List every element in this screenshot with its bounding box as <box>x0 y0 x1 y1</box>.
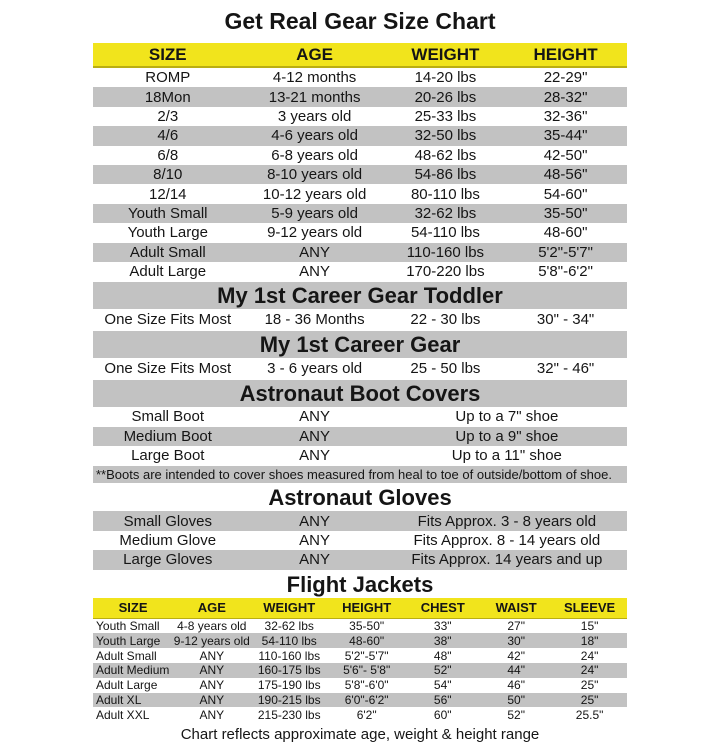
table-cell: 4-12 months <box>272 69 357 87</box>
table-cell: 18 - 36 Months <box>264 311 365 329</box>
table-cell: ANY <box>199 707 225 722</box>
boots-note: **Boots are intended to cover shoes measured from heal to toe of outside/bottom of shoe. <box>93 466 627 483</box>
table-row <box>93 223 627 242</box>
table-cell: 22 - 30 lbs <box>410 311 481 329</box>
toddler-size-table <box>93 309 627 330</box>
page-title: Get Real Gear Size Chart <box>224 8 496 34</box>
table-cell: Adult XL <box>96 693 142 708</box>
table-row <box>93 648 627 663</box>
column-header: HEIGHT <box>504 43 627 67</box>
table-cell: 25" <box>580 693 599 708</box>
table-cell: 5'8"-6'0" <box>344 678 389 693</box>
table-cell: 30" <box>507 633 525 648</box>
table-cell: ANY <box>299 551 331 569</box>
table-cell: 32" - 46" <box>536 360 595 378</box>
table-cell: 48-62 lbs <box>414 146 477 164</box>
table-cell: 9-12 years old <box>173 633 250 648</box>
table-cell: Adult Large <box>96 678 158 693</box>
table-cell: 2/3 <box>157 107 179 125</box>
table-cell: 24" <box>580 663 599 678</box>
table-cell: 14-20 lbs <box>414 69 477 87</box>
table-row <box>93 358 627 379</box>
table-cell: Large Boot <box>131 447 205 465</box>
table-row <box>93 427 627 446</box>
table-cell: 5'2"-5'7" <box>344 648 389 663</box>
table-cell: Up to a 11" shoe <box>451 447 562 465</box>
table-row <box>93 511 627 530</box>
career-size-table-body <box>93 358 627 379</box>
table-cell: Small Boot <box>131 408 205 426</box>
table-cell: ROMP <box>145 69 191 87</box>
table-cell: 56" <box>433 693 452 708</box>
table-cell: 48" <box>433 648 452 663</box>
table-cell: 25.5" <box>575 707 604 722</box>
table-cell: Adult Large <box>129 263 207 281</box>
column-header: SIZE <box>93 598 173 619</box>
table-cell: 110-160 lbs <box>406 243 485 261</box>
table-row <box>93 633 627 648</box>
table-cell: Medium Boot <box>123 427 212 445</box>
table-cell: 54-110 lbs <box>410 224 480 242</box>
table-row <box>93 309 627 330</box>
table-cell: Fits Approx. 14 years and up <box>411 551 603 569</box>
footer-note: Chart reflects approximate age, weight & height range <box>180 726 540 743</box>
table-cell: ANY <box>199 663 225 678</box>
table-cell: ANY <box>199 648 225 663</box>
table-cell: 46" <box>507 678 525 693</box>
table-cell: 50" <box>507 693 525 708</box>
table-cell: Youth Small <box>96 619 160 634</box>
table-cell: 170-220 lbs <box>406 263 485 281</box>
table-cell: ANY <box>299 427 331 445</box>
table-cell: 32-62 lbs <box>414 204 477 222</box>
table-cell: 48-56" <box>543 166 588 184</box>
table-cell: Fits Approx. 3 - 8 years old <box>417 512 597 530</box>
table-row <box>93 446 627 465</box>
table-cell: 24" <box>580 648 599 663</box>
table-cell: Medium Glove <box>119 532 217 550</box>
table-cell: Youth Large <box>127 224 208 242</box>
section-heading-gloves: Astronaut Gloves <box>268 485 452 511</box>
table-cell: Adult Small <box>129 243 206 261</box>
section-heading-career: My 1st Career Gear <box>93 331 627 358</box>
table-cell: Fits Approx. 8 - 14 years old <box>413 532 601 550</box>
table-cell: 25" <box>580 678 599 693</box>
table-cell: Youth Small <box>128 204 208 222</box>
column-header: WEIGHT <box>387 43 504 67</box>
general-size-table <box>93 43 627 281</box>
table-row <box>93 87 627 106</box>
table-cell: 32-36" <box>543 107 588 125</box>
section-heading-toddler: My 1st Career Gear Toddler <box>93 282 627 309</box>
table-cell: 54" <box>433 678 452 693</box>
table-cell: 25-33 lbs <box>414 107 477 125</box>
size-chart-page <box>93 0 627 743</box>
table-cell: 215-230 lbs <box>257 707 321 722</box>
table-cell: ANY <box>299 243 331 261</box>
table-row <box>93 407 627 426</box>
gloves-table <box>93 511 627 569</box>
career-size-table <box>93 358 627 379</box>
table-row <box>93 663 627 678</box>
gloves-table-body <box>93 511 627 569</box>
table-row <box>93 693 627 708</box>
table-cell: 25 - 50 lbs <box>410 360 481 378</box>
table-row <box>93 184 627 203</box>
table-row <box>93 107 627 126</box>
table-cell: 4/6 <box>157 127 179 145</box>
table-cell: Youth Large <box>96 633 161 648</box>
table-cell: Adult Small <box>96 648 157 663</box>
table-cell: 48-60" <box>543 224 588 242</box>
table-cell: 15" <box>580 619 599 634</box>
table-cell: Large Gloves <box>123 551 213 569</box>
table-cell: 4-6 years old <box>271 127 358 145</box>
table-cell: 5-9 years old <box>271 204 358 222</box>
table-cell: 160-175 lbs <box>257 663 321 678</box>
general-size-header-row <box>93 43 627 67</box>
table-cell: 42" <box>507 648 525 663</box>
table-cell: Up to a 7" shoe <box>455 408 559 426</box>
table-cell: 6-8 years old <box>271 146 358 164</box>
table-cell: ANY <box>199 693 225 708</box>
table-cell: 54-86 lbs <box>414 166 477 184</box>
table-cell: 35-50" <box>349 619 385 634</box>
table-cell: ANY <box>299 408 331 426</box>
table-cell: 44" <box>507 663 525 678</box>
table-cell: 5'6"- 5'8" <box>343 663 391 678</box>
table-cell: 35-44" <box>543 127 588 145</box>
table-cell: 18Mon <box>144 88 191 106</box>
boot-covers-table-body <box>93 407 627 465</box>
table-cell: 52" <box>433 663 452 678</box>
column-header: HEIGHT <box>328 598 405 619</box>
table-cell: 42-50" <box>543 146 588 164</box>
table-row <box>93 146 627 165</box>
table-cell: 35-50" <box>543 204 588 222</box>
table-cell: ANY <box>299 263 331 281</box>
table-cell: 38" <box>433 633 452 648</box>
table-cell: 22-29" <box>543 69 588 87</box>
table-cell: 30" - 34" <box>536 311 595 329</box>
flight-jackets-header-row <box>93 598 627 619</box>
table-cell: ANY <box>299 447 331 465</box>
table-cell: 190-215 lbs <box>257 693 321 708</box>
table-cell: 28-32" <box>543 88 588 106</box>
section-heading-flight-jackets: Flight Jackets <box>286 571 434 597</box>
table-cell: 8-10 years old <box>267 166 363 184</box>
table-row <box>93 204 627 223</box>
column-header: WAIST <box>480 598 552 619</box>
table-cell: ANY <box>299 532 331 550</box>
table-cell: Adult XXL <box>96 707 150 722</box>
flight-jackets-table-body <box>93 618 627 722</box>
table-cell: 20-26 lbs <box>414 88 477 106</box>
table-cell: 12/14 <box>148 185 187 203</box>
table-cell: 8/10 <box>153 166 183 184</box>
table-cell: Small Gloves <box>123 512 212 530</box>
table-cell: 4-8 years old <box>177 619 247 634</box>
table-row <box>93 126 627 145</box>
column-header: CHEST <box>405 598 480 619</box>
table-row <box>93 165 627 184</box>
table-row <box>93 262 627 281</box>
column-header: SIZE <box>93 43 243 67</box>
table-row <box>93 550 627 569</box>
table-cell: One Size Fits Most <box>104 360 232 378</box>
table-cell: ANY <box>299 512 331 530</box>
table-cell: 80-110 lbs <box>410 185 480 203</box>
table-cell: 9-12 years old <box>267 224 363 242</box>
table-cell: 6'2" <box>356 707 377 722</box>
table-cell: 54-60" <box>543 185 588 203</box>
toddler-size-table-body <box>93 309 627 330</box>
table-cell: 3 years old <box>277 107 352 125</box>
table-cell: 48-60" <box>349 633 385 648</box>
table-row <box>93 243 627 262</box>
table-row <box>93 678 627 693</box>
section-heading-boot-covers: Astronaut Boot Covers <box>93 380 627 407</box>
table-cell: 33" <box>433 619 452 634</box>
table-cell: Adult Medium <box>96 663 170 678</box>
table-row <box>93 67 627 87</box>
boot-covers-table <box>93 407 627 465</box>
table-cell: One Size Fits Most <box>104 311 232 329</box>
table-cell: 13-21 months <box>268 88 361 106</box>
general-size-table-body <box>93 67 627 281</box>
column-header: SLEEVE <box>552 598 627 619</box>
table-cell: 6'0"-6'2" <box>344 693 389 708</box>
table-row <box>93 531 627 550</box>
column-header: AGE <box>243 43 387 67</box>
table-cell: 5'2"-5'7" <box>538 243 593 261</box>
table-cell: 32-50 lbs <box>414 127 477 145</box>
table-cell: 52" <box>507 707 525 722</box>
table-cell: 175-190 lbs <box>257 678 321 693</box>
table-cell: 32-62 lbs <box>264 619 314 634</box>
table-cell: ANY <box>199 678 225 693</box>
table-cell: 110-160 lbs <box>258 648 321 663</box>
table-cell: 5'8"-6'2" <box>538 263 593 281</box>
table-cell: 6/8 <box>157 146 179 164</box>
table-cell: Up to a 9" shoe <box>455 427 559 445</box>
table-cell: 60" <box>433 707 452 722</box>
table-cell: 27" <box>507 619 525 634</box>
column-header: WEIGHT <box>251 598 328 619</box>
table-cell: 10-12 years old <box>262 185 367 203</box>
table-cell: 18" <box>580 633 599 648</box>
column-header: AGE <box>173 598 250 619</box>
table-cell: 54-110 lbs <box>261 633 317 648</box>
table-cell: 3 - 6 years old <box>267 360 363 378</box>
table-row <box>93 618 627 633</box>
flight-jackets-table <box>93 598 627 723</box>
